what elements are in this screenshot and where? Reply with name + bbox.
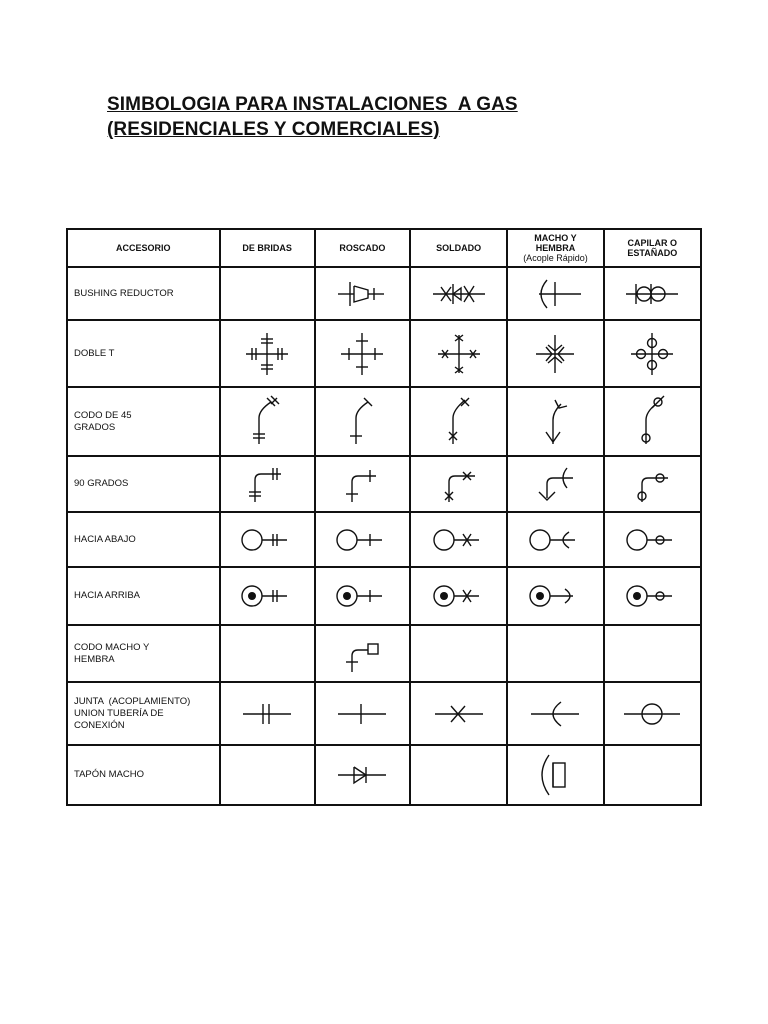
- row-bushing-reductor: [67, 267, 701, 320]
- arriba-macho-hembra-symbol: [527, 580, 583, 612]
- bushing-capilar-symbol: [622, 274, 682, 314]
- row-label: CODO DE 45 GRADOS: [67, 387, 220, 456]
- arriba-capilar-symbol: [624, 580, 680, 612]
- row-doble-t: [67, 320, 701, 387]
- arriba-bridas-symbol: [239, 580, 295, 612]
- header-bridas: DE BRIDAS: [220, 229, 315, 267]
- doble-t-macho-hembra-symbol: [530, 329, 580, 379]
- cell-empty: [220, 267, 315, 320]
- row-label: BUSHING REDUCTOR: [67, 267, 220, 320]
- symbol-table: [66, 228, 702, 806]
- codo-90-macho-hembra-symbol: [533, 462, 577, 506]
- codo-45-roscado-symbol: [342, 394, 382, 450]
- junta-capilar-symbol: [620, 698, 684, 730]
- codo-90-bridas-symbol: [245, 462, 289, 506]
- cell-empty: [507, 625, 603, 682]
- doble-t-capilar-symbol: [627, 329, 677, 379]
- doble-t-soldado-symbol: [434, 329, 484, 379]
- abajo-bridas-symbol: [239, 524, 295, 556]
- tapon-macho-hembra-symbol: [533, 751, 577, 799]
- row-tapon-macho: [67, 745, 701, 805]
- header-capilar: CAPILAR O ESTAÑADO: [604, 229, 701, 267]
- cell-empty: [410, 745, 507, 805]
- row-90-grados: [67, 456, 701, 512]
- abajo-roscado-symbol: [334, 524, 390, 556]
- row-hacia-abajo: [67, 512, 701, 567]
- codo-90-soldado-symbol: [437, 462, 481, 506]
- cell-empty: [220, 745, 315, 805]
- row-label: 90 GRADOS: [67, 456, 220, 512]
- cell-empty: [604, 625, 701, 682]
- arriba-roscado-symbol: [334, 580, 390, 612]
- doble-t-bridas-symbol: [242, 329, 292, 379]
- codo-macho-hembra-roscado-symbol: [340, 632, 384, 676]
- codo-90-capilar-symbol: [630, 462, 674, 506]
- row-label: TAPÓN MACHO: [67, 745, 220, 805]
- title-line-2: (RESIDENCIALES Y COMERCIALES): [107, 119, 440, 140]
- junta-bridas-symbol: [239, 698, 295, 730]
- codo-45-soldado-symbol: [439, 394, 479, 450]
- junta-roscado-symbol: [334, 698, 390, 730]
- title-line-1: SIMBOLOGIA PARA INSTALACIONES A GAS: [107, 94, 518, 115]
- cell-empty: [604, 745, 701, 805]
- codo-45-capilar-symbol: [632, 394, 672, 450]
- abajo-soldado-symbol: [431, 524, 487, 556]
- codo-45-bridas-symbol: [247, 394, 287, 450]
- header-soldado: SOLDADO: [410, 229, 507, 267]
- abajo-macho-hembra-symbol: [527, 524, 583, 556]
- arriba-soldado-symbol: [431, 580, 487, 612]
- header-macho-hembra: MACHO Y HEMBRA (Acople Rápido): [507, 229, 603, 267]
- row-label: HACIA ARRIBA: [67, 567, 220, 625]
- row-codo-45: [67, 387, 701, 456]
- bushing-roscado-symbol: [332, 274, 392, 314]
- header-row: [67, 229, 701, 267]
- cell-empty: [220, 625, 315, 682]
- row-hacia-arriba: [67, 567, 701, 625]
- row-label: JUNTA (ACOPLAMIENTO) UNION TUBERÍA DE CONEXIÓN: [67, 682, 220, 745]
- cell-empty: [410, 625, 507, 682]
- junta-macho-hembra-symbol: [527, 698, 583, 730]
- codo-90-roscado-symbol: [340, 462, 384, 506]
- abajo-capilar-symbol: [624, 524, 680, 556]
- row-label: DOBLE T: [67, 320, 220, 387]
- row-label: CODO MACHO Y HEMBRA: [67, 625, 220, 682]
- codo-45-macho-hembra-symbol: [535, 394, 575, 450]
- doble-t-roscado-symbol: [337, 329, 387, 379]
- page-title: [107, 92, 518, 142]
- bushing-soldado-symbol: [429, 274, 489, 314]
- row-label: HACIA ABAJO: [67, 512, 220, 567]
- row-codo-macho-hembra: [67, 625, 701, 682]
- header-accesorio: ACCESORIO: [67, 229, 220, 267]
- junta-soldado-symbol: [431, 698, 487, 730]
- header-roscado: ROSCADO: [315, 229, 410, 267]
- row-junta: [67, 682, 701, 745]
- bushing-macho-hembra-symbol: [525, 274, 585, 314]
- tapon-roscado-symbol: [334, 759, 390, 791]
